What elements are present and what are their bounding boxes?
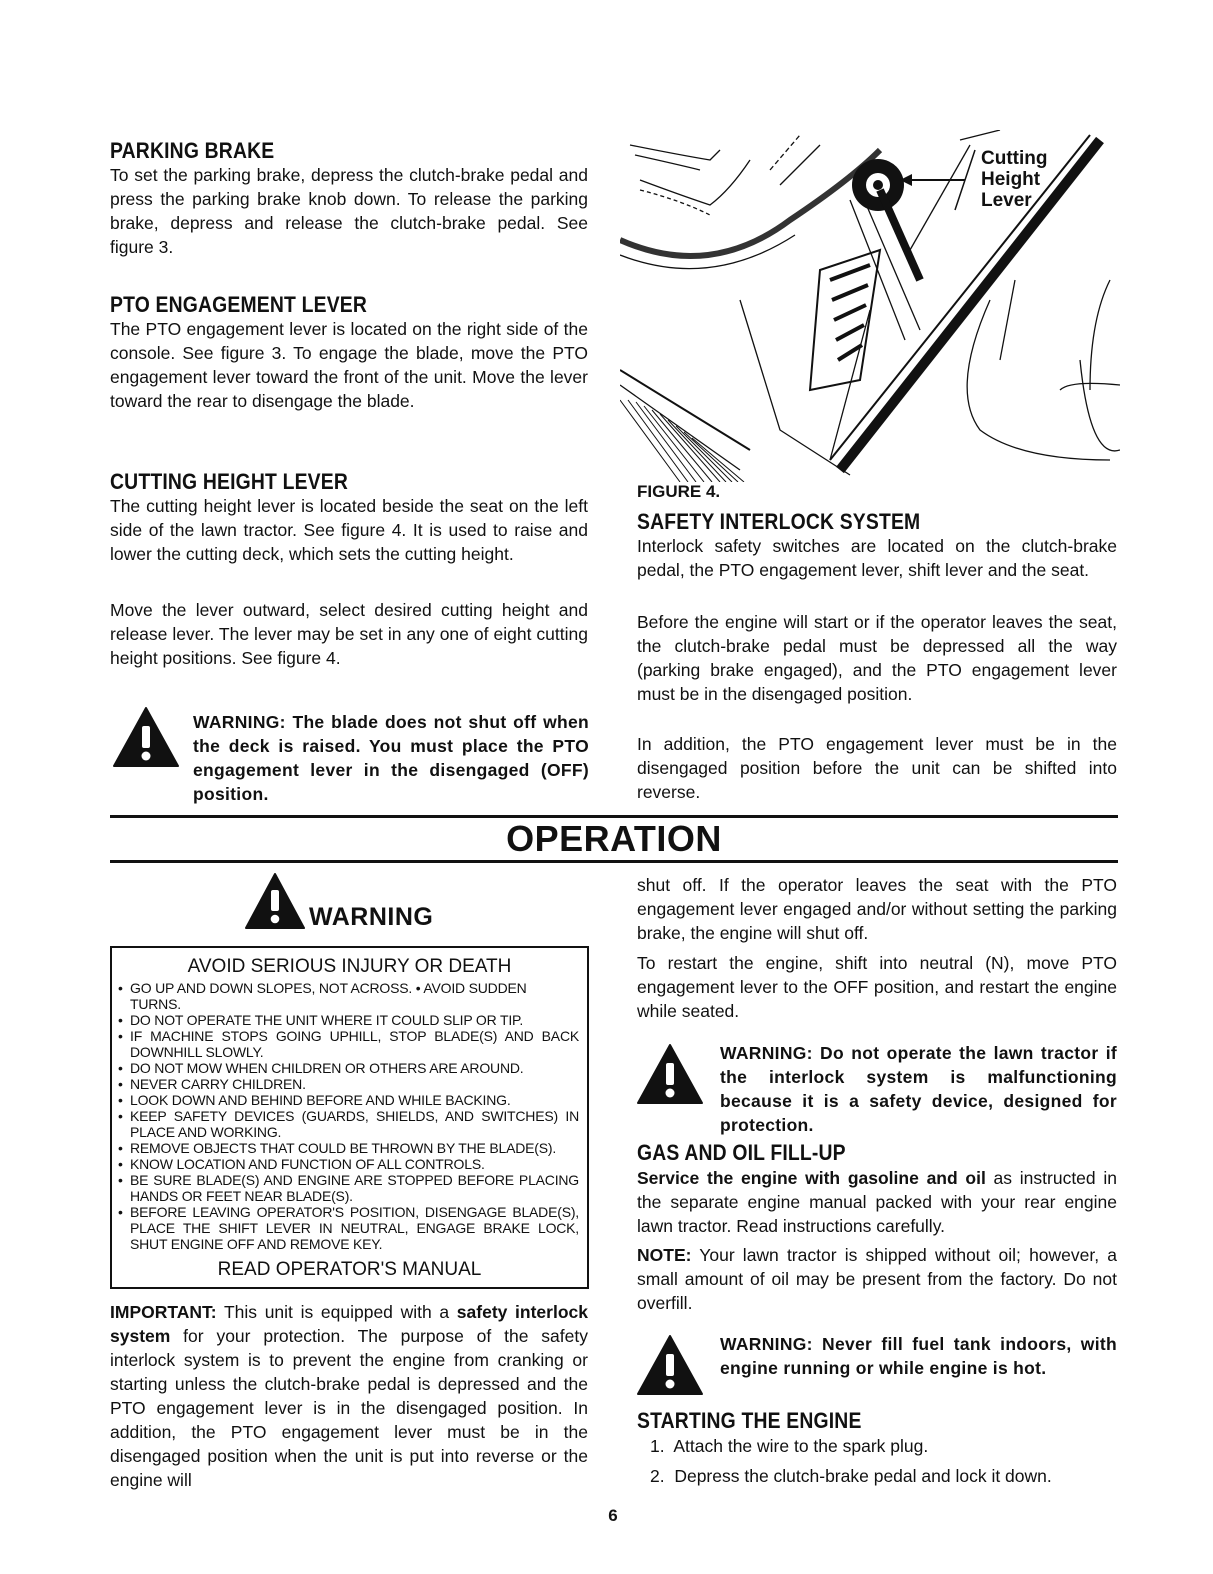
warning-item: • BEFORE LEAVING OPERATOR'S POSITION, DISENGAGE BLADE(S), PLACE THE SHIFT LEVER IN NEUTRAL, ENGAGE BRAKE LOCK, SHUT ENGINE OFF AND REMOVE KEY. <box>118 1204 579 1252</box>
important-paragraph <box>110 1300 588 1492</box>
starting-engine-heading: STARTING THE ENGINE <box>637 1408 862 1433</box>
warning-item: • KNOW LOCATION AND FUNCTION OF ALL CONTROLS. <box>118 1156 579 1172</box>
gas-oil-note <box>637 1243 1117 1315</box>
figure-callout-cutting-height-lever: Cutting Height Lever <box>981 148 1048 211</box>
warning-box-title: AVOID SERIOUS INJURY OR DEATH <box>187 956 512 977</box>
warning-item: • LOOK DOWN AND BEHIND BEFORE AND WHILE BACKING. <box>118 1092 579 1108</box>
cutting-height-text-2: Move the lever outward, select desired cutting height and release lever. The lever may be set in any one of eight cutting height positions. See figure 4. <box>110 600 588 668</box>
important-bold-safety-interlock: safety interlock system <box>110 1302 588 1346</box>
note-text: Your lawn tractor is shipped without oil; however, a small amount of oil may be present from the factory. Do not overfill. <box>637 1245 1117 1313</box>
warning-triangle-icon <box>112 706 180 768</box>
parking-brake-text: To set the parking brake, depress the clutch-brake pedal and press the parking brake knob down. To release the parking brake, depress and release the clutch-brake pedal. See figure 3. <box>110 165 588 257</box>
avoid-injury-warning-box <box>110 946 589 1289</box>
note-label: NOTE: <box>637 1245 692 1265</box>
warning-item: • DO NOT MOW WHEN CHILDREN OR OTHERS ARE AROUND. <box>118 1060 579 1076</box>
gas-oil-heading: GAS AND OIL FILL-UP <box>637 1140 846 1165</box>
operation-bottom-rule <box>110 860 1118 863</box>
figure-4-caption: FIGURE 4. <box>637 482 721 501</box>
warning-box-footer: READ OPERATOR'S MANUAL <box>217 1259 482 1280</box>
warning-item: • GO UP AND DOWN SLOPES, NOT ACROSS. • AVOID SUDDEN TURNS. <box>118 980 579 1012</box>
important-text-c: for your protection. The purpose of the safety interlock system is to prevent the engine from cranking or starting unless the clutch-brake pedal is depressed and the PTO engagement lever is in the disengaged position. In addition, the PTO engagement lever must be in the disengaged position when the unit is put into reverse or the engine will <box>110 1326 588 1490</box>
cutting-height-heading: CUTTING HEIGHT LEVER <box>110 469 348 494</box>
pto-lever-text: The PTO engagement lever is located on the right side of the console. See figure 3. To engage the blade, move the PTO engagement lever toward the front of the unit. Move the lever toward the rear to disengage the blade. <box>110 319 588 411</box>
warning-interlock-text: WARNING: Do not operate the lawn tractor if the interlock system is malfunctioning because it is a safety device, designed for protection. <box>720 1043 1117 1135</box>
page-number: 6 <box>608 1506 618 1525</box>
operation-shutoff-text: shut off. If the operator leaves the seat with the PTO engagement lever engaged and/or without setting the parking brake, the engine will shut off. <box>637 875 1117 943</box>
warning-fuel-triangle-icon <box>636 1334 704 1396</box>
safety-interlock-text-3: In addition, the PTO engagement lever must be in the disengaged position before the unit can be shifted into reverse. <box>637 734 1117 802</box>
safety-interlock-text-2: Before the engine will start or if the operator leaves the seat, the clutch-brake pedal must be depressed all the way (parking brake engaged), and the PTO engagement lever must be in the disengaged position. <box>637 612 1117 704</box>
starting-step: 2. Depress the clutch-brake pedal and lock it down. <box>650 1466 1052 1486</box>
important-label: IMPORTANT: <box>110 1302 217 1322</box>
pto-lever-heading: PTO ENGAGEMENT LEVER <box>110 292 368 317</box>
warning-item: • REMOVE OBJECTS THAT COULD BE THROWN BY THE BLADE(S). <box>118 1140 579 1156</box>
cutting-height-text-1: The cutting height lever is located beside the seat on the left side of the lawn tractor. See figure 4. It is used to raise and lower the cutting deck, which sets the cutting height. <box>110 496 588 564</box>
warning-item: • DO NOT OPERATE THE UNIT WHERE IT COULD SLIP OR TIP. <box>118 1012 579 1028</box>
warning-box-list <box>118 980 579 1252</box>
operation-title: OPERATION <box>506 818 722 859</box>
gas-oil-text <box>637 1166 1117 1238</box>
warning-item: • BE SURE BLADE(S) AND ENGINE ARE STOPPED BEFORE PLACING HANDS OR FEET NEAR BLADE(S). <box>118 1172 579 1204</box>
gas-oil-body: as instructed in the separate engine manual packed with your rear engine lawn tractor. Read instructions carefully. <box>637 1168 1117 1236</box>
safety-interlock-text-1: Interlock safety switches are located on the clutch-brake pedal, the PTO engagement lever, shift lever and the seat. <box>637 536 1117 580</box>
warning-interlock-triangle-icon <box>636 1043 704 1105</box>
safety-interlock-heading: SAFETY INTERLOCK SYSTEM <box>637 509 921 534</box>
starting-step: 1. Attach the wire to the spark plug. <box>650 1436 929 1456</box>
warning-item: • IF MACHINE STOPS GOING UPHILL, STOP BLADE(S) AND BACK DOWNHILL SLOWLY. <box>118 1028 579 1060</box>
warning-item: • NEVER CARRY CHILDREN. <box>118 1076 579 1092</box>
warning-item: • KEEP SAFETY DEVICES (GUARDS, SHIELDS, AND SWITCHES) IN PLACE AND WORKING. <box>118 1108 579 1140</box>
warning-fuel-text: WARNING: Never fill fuel tank indoors, with engine running or while engine is hot. <box>720 1334 1117 1378</box>
important-text-a: This unit is equipped with a <box>216 1302 457 1322</box>
starting-steps-list <box>650 1434 1116 1488</box>
parking-brake-heading: PARKING BRAKE <box>110 138 275 163</box>
gas-oil-bold-lead: Service the engine with gasoline and oil <box>637 1168 986 1188</box>
warning-blade-text: WARNING: The blade does not shut off when the deck is raised. You must place the PTO engagement lever in the disengaged (OFF) position. <box>193 712 589 804</box>
warning-header-label: WARNING <box>309 903 434 931</box>
operation-restart-text: To restart the engine, shift into neutral (N), move PTO engagement lever to the OFF position, and restart the engine while seated. <box>637 953 1117 1021</box>
warning-header-triangle-icon <box>244 872 306 930</box>
